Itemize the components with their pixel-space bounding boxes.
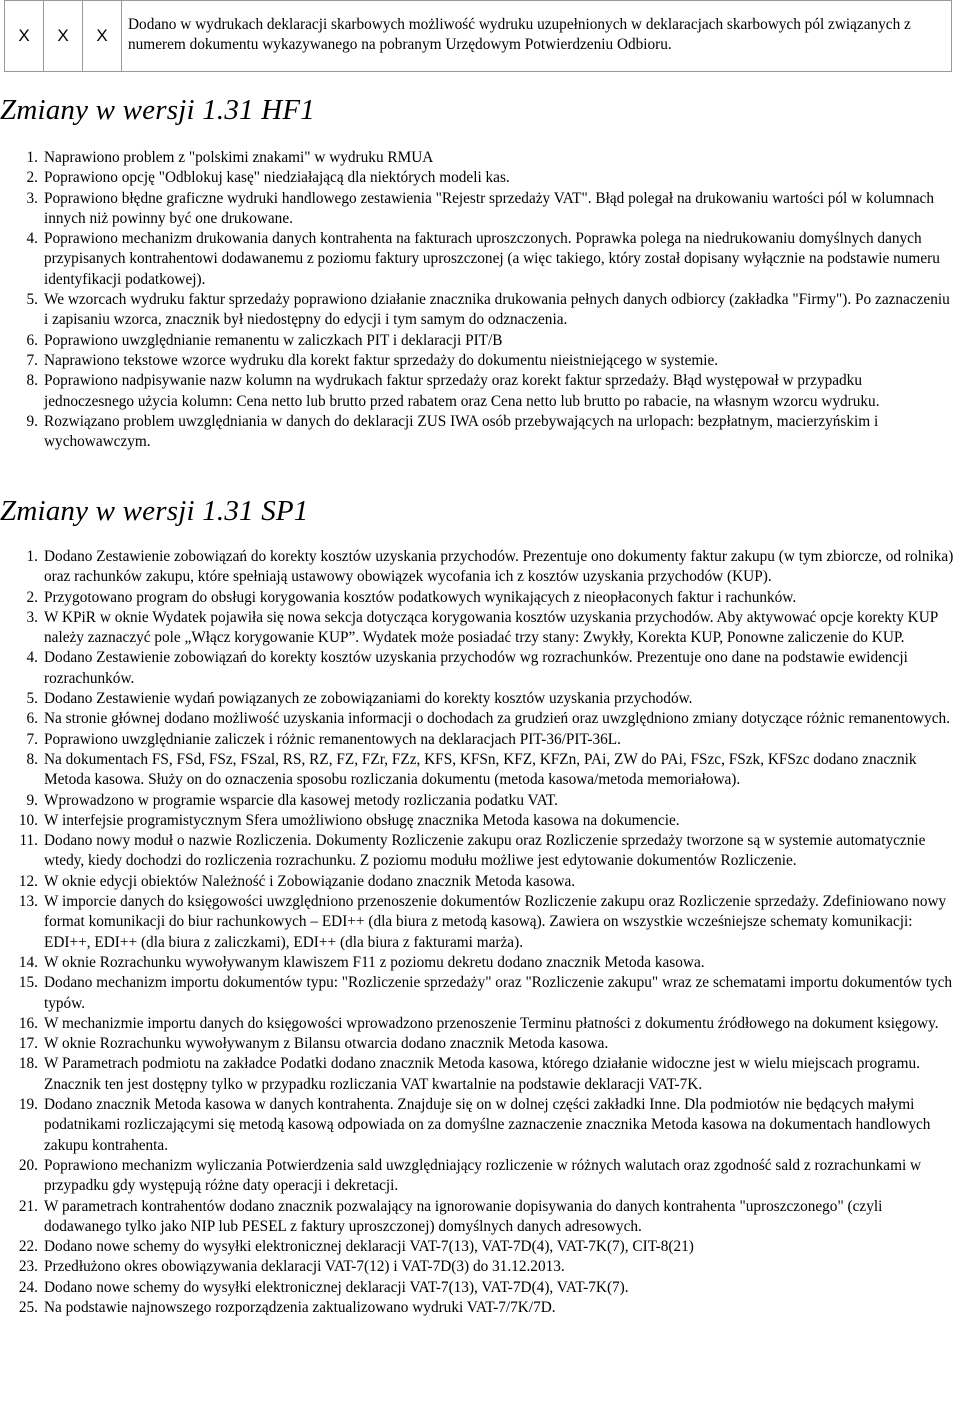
- list-item: [0, 648, 954, 689]
- list-item-number: 20.: [18, 1156, 38, 1174]
- list-item: [0, 229, 952, 290]
- list-item-number: 7.: [26, 730, 38, 748]
- list-item-text: Przygotowano program do obsługi korygowania kosztów podatkowych wynikających z nieopłaconych faktur i rachunków.: [44, 588, 797, 606]
- list-item-number: 12.: [18, 872, 38, 890]
- list-item: [0, 189, 952, 230]
- list-item-number: 13.: [18, 893, 38, 911]
- list-item: [0, 973, 954, 1014]
- changes-table: [4, 0, 952, 72]
- list-item-number: 5.: [26, 690, 38, 708]
- list-item-text: Poprawiono błędne graficzne wydruki handlowego zestawienia "Rejestr sprzedaży VAT". Błąd polegał na drukowaniu wartości pól w kolumnach innych niż powinny być one drukowane.: [44, 189, 934, 227]
- list-item-text: Poprawiono uwzględnianie remanentu w zaliczkach PIT i deklaracji PIT/B: [44, 331, 503, 349]
- list-item: [0, 1237, 954, 1257]
- list-item-text: Dodano Zestawienie zobowiązań do korekty kosztów uzyskania przychodów. Prezentuje ono dokumenty faktur zakupu (w tym zbiorcze, od rolnika) oraz rachunków zakupu, które spełniają ustawowy obowiązek wycofania ich z kosztów uzyskania przychodów (KUP).: [44, 548, 954, 586]
- list-item-number: 6.: [26, 331, 38, 349]
- list-item-text: Poprawiono mechanizm wyliczania Potwierdzenia sald uwzględniający rozliczenie w różnych walutach oraz zgodność sald z rozrachunkami w przypadku gdy występują różne daty operacji i dekretacji.: [44, 1156, 922, 1195]
- list-item-number: 8.: [26, 750, 38, 768]
- list-item: [0, 168, 952, 188]
- list-item: [0, 351, 952, 371]
- list-item-number: 19.: [18, 1096, 38, 1114]
- list-item-text: Wprowadzono w programie wsparcie dla kasowej metody rozliczania podatku VAT.: [44, 791, 558, 809]
- list-item: [0, 412, 952, 453]
- list-item: [0, 730, 954, 750]
- list-item-number: 21.: [18, 1197, 38, 1215]
- list-item: [0, 791, 954, 811]
- list-item-text: Dodano znacznik Metoda kasowa w danych kontrahenta. Znajduje się on w dolnej części zakładki Inne. Dla podmiotów nie będących małymi podatnikami rozliczającymi się metodą kasową odpowiada on za domyślne zaznaczenie znacznika Metoda kasowa na dokumentach handlowych zakupu kontrahenta.: [44, 1096, 931, 1154]
- list-item: [0, 831, 954, 872]
- list-item-text: W mechanizmie importu danych do księgowości wprowadzono przenoszenie Terminu płatności z dokumentu źródłowego na dokument księgowy.: [44, 1014, 939, 1032]
- list-item-number: 23.: [18, 1258, 38, 1276]
- list-item-number: 18.: [18, 1055, 38, 1073]
- list-item-text: W Parametrach podmiotu na zakładce Podatki dodano znacznik Metoda kasowa, którego działanie widoczne jest w wielu miejscach programu. Znacznik ten jest dostępny tylko w przypadku rozliczania VAT kwartalnie na podstawie deklaracji VAT-7K.: [44, 1055, 921, 1093]
- list-item-text: Przedłużono okres obowiązywania deklaracji VAT-7(12) i VAT-7D(3) do 31.12.2013.: [44, 1258, 565, 1276]
- list-item: [0, 1257, 954, 1277]
- section-heading-sp1: Zmiany w wersji 1.31 SP1: [0, 495, 309, 527]
- list-item-text: Na podstawie najnowszego rozporządzenia zaktualizowano wydruki VAT-7/7K/7D.: [44, 1298, 556, 1316]
- list-item-number: 2.: [26, 169, 38, 187]
- list-item-number: 25.: [18, 1298, 38, 1316]
- list-item: [0, 709, 954, 729]
- list-item-number: 17.: [18, 1035, 38, 1053]
- list-item-number: 3.: [26, 608, 38, 626]
- list-item-text: Dodano Zestawienie wydań powiązanych ze zobowiązaniami do korekty kosztów uzyskania przychodów.: [44, 690, 693, 708]
- list-item-number: 11.: [19, 832, 38, 850]
- list-item: [0, 1054, 954, 1095]
- list-item: [0, 588, 954, 608]
- list-item-text: W KPiR w oknie Wydatek pojawiła się nowa sekcja dotycząca korygowania kosztów uzyskania przychodów. Aby aktywować opcje korekty KUP należy zaznaczyć pole „Włącz korygowanie KUP”. Wydatek może posiadać trzy stany: Zwykły, Korekta KUP, Ponowne zaliczenie do KUP.: [44, 608, 938, 647]
- list-item-number: 24.: [18, 1278, 38, 1296]
- list-item: [0, 1014, 954, 1034]
- list-item-text: Na dokumentach FS, FSd, FSz, FSzal, RS, RZ, FZ, FZr, FZz, KFS, KFSn, KFZ, KFZn, PAi, ZW do PAi, FSzc, FSzk, KFSzc dodano znacznik Metoda kasowa. Służy on do oznaczenia sposobu rozliczania dokumentu (metoda kasowa/metoda memoriałowa).: [44, 750, 917, 789]
- x-mark-cell: X: [83, 1, 122, 72]
- list-item-text: Dodano Zestawienie zobowiązań do korekty kosztów uzyskania przychodów wg rozrachunków. Prezentuje ono dane na podstawie ewidencji rozrachunków.: [44, 649, 908, 687]
- list-item: [0, 892, 954, 953]
- list-item-text: W oknie Rozrachunku wywoływanym z Bilansu otwarcia dodano znacznik Metoda kasowa.: [44, 1035, 609, 1053]
- table-row: [5, 1, 952, 72]
- list-item-text: W interfejsie programistycznym Sfera umożliwiono obsługę znacznika Metoda kasowa na dokumencie.: [44, 811, 680, 829]
- list-item-text: W oknie Rozrachunku wywoływanym klawiszem F11 z poziomu dekretu dodano znacznik Metoda kasowa.: [44, 953, 705, 971]
- list-item: [0, 953, 954, 973]
- list-item: [0, 1278, 954, 1298]
- list-item-text: W oknie edycji obiektów Należność i Zobowiązanie dodano znacznik Metoda kasowa.: [44, 872, 576, 890]
- list-item-number: 14.: [18, 953, 38, 971]
- list-item-number: 8.: [26, 372, 38, 390]
- list-item: [0, 1197, 954, 1238]
- list-item: [0, 1095, 954, 1156]
- list-item-number: 9.: [26, 412, 38, 430]
- list-item: [0, 608, 954, 649]
- list-item: [0, 872, 954, 892]
- list-item: [0, 290, 952, 331]
- list-item-text: Poprawiono opcję "Odblokuj kasę" niedziałającą dla niektórych modeli kas.: [44, 169, 510, 187]
- list-item-number: 4.: [26, 230, 38, 248]
- list-item: [0, 371, 952, 412]
- list-item-number: 10.: [18, 811, 38, 829]
- list-item-number: 6.: [26, 710, 38, 728]
- list-item: [0, 689, 954, 709]
- list-item-number: 1.: [26, 149, 38, 166]
- list-item-number: 1.: [26, 548, 38, 565]
- list-item-number: 4.: [26, 649, 38, 667]
- list-item-number: 22.: [18, 1238, 38, 1256]
- list-item-text: Na stronie głównej dodano możliwość uzyskania informacji o dochodach za grudzień oraz uwzględniono zmiany dotyczące różnic remanentowych.: [44, 710, 951, 728]
- list-item: [0, 1034, 954, 1054]
- list-item-number: 7.: [26, 351, 38, 369]
- x-mark-cell: X: [5, 1, 44, 72]
- list-item-text: Poprawiono uwzględnianie zaliczek i różnic remanentowych na deklaracjach PIT-36/PIT-36L.: [44, 730, 621, 748]
- list-item: [0, 331, 952, 351]
- changes-list-hf1: [0, 148, 952, 452]
- list-item-text: Poprawiono mechanizm drukowania danych kontrahenta na fakturach uproszczonych. Poprawka polega na niedrukowaniu domyślnych danych przypisanych kontrahentowi dodawanemu z poziomu faktury uproszczonej (a więc takiego, który został dopisany wyłącznie na podstawie numeru identyfikacji podatkowej).: [44, 230, 940, 288]
- list-item-number: 9.: [26, 791, 38, 809]
- list-item-text: W imporcie danych do księgowości uwzględniono przenoszenie dokumentów Rozliczenie zakupu oraz Rozliczenie sprzedaży. Zdefiniowano nowy format komunikacji do biur rachunkowych – EDI++ (dla biura z metodą kasową). Zawiera on wszystkie wcześniejsze schematy komunikacji: EDI++, EDI++ (dla biura z zaliczkami), EDI++ (dla biura z fakturami marża).: [44, 893, 947, 951]
- list-item-text: We wzorcach wydruku faktur sprzedaży poprawiono działanie znacznika drukowania pełnych danych odbiorcy (zakładka "Firmy"). Po zaznaczeniu i zapisaniu wzorca, znacznik był niedostępny do edycji i tym samym do odznaczenia.: [44, 291, 950, 329]
- list-item: [0, 1156, 954, 1197]
- list-item: [0, 148, 952, 168]
- list-item: [0, 750, 954, 791]
- x-mark-cell: X: [44, 1, 83, 72]
- list-item-text: Dodano nowe schemy do wysyłki elektronicznej deklaracji VAT-7(13), VAT-7D(4), VAT-7K(7), CIT-8(21): [44, 1238, 694, 1256]
- list-item: [0, 811, 954, 831]
- list-item-number: 15.: [18, 974, 38, 992]
- changes-list-sp1: [0, 547, 954, 1318]
- list-item-text: Rozwiązano problem uwzględniania w danych do deklaracji ZUS IWA osób przebywających na urlopach: bezpłatnym, macierzyńskim i wychowawczym.: [44, 412, 879, 451]
- list-item-text: Poprawiono nadpisywanie nazw kolumn na wydrukach faktur sprzedaży oraz korekt faktur sprzedaży. Błąd występował w przypadku jednoczesnego użycia kolumn: Cena netto lub brutto przed rabatem oraz Cena netto lub brutto po rabacie, na własnym wzorcu wydruku.: [44, 372, 880, 410]
- list-item-number: 2.: [26, 588, 38, 606]
- list-item-text: Dodano nowy moduł o nazwie Rozliczenia. Dokumenty Rozliczenie zakupu oraz Rozliczenie sprzedaży tworzone są w systemie automatycznie wtedy, kiedy dochodzi do rozliczenia rozrachunku. Z poziomu modułu możliwe jest edytowanie dokumentów Rozliczenie.: [44, 832, 926, 870]
- list-item: [0, 1298, 954, 1318]
- list-item-number: 3.: [26, 189, 38, 207]
- change-description-cell: Dodano w wydrukach deklaracji skarbowych możliwość wydruku uzupełnionych w deklaracjach skarbowych pól związanych z numerem dokumentu wykazywanego na pobranym Urzędowym Potwierdzeniu Odbioru.: [122, 1, 952, 72]
- list-item-number: 16.: [18, 1014, 38, 1032]
- list-item-text: Naprawiono problem z "polskimi znakami" w wydruku RMUA: [44, 149, 434, 166]
- list-item-number: 5.: [26, 291, 38, 309]
- list-item-text: W parametrach kontrahentów dodano znacznik pozwalający na ignorowanie dopisywania do danych kontrahenta "uproszczonego" (czyli dodawanego tylko jako NIP lub PESEL z faktury uproszczonej) domyślnych danych adresowych.: [44, 1197, 883, 1235]
- list-item: [0, 547, 954, 588]
- section-heading-hf1: Zmiany w wersji 1.31 HF1: [0, 94, 315, 126]
- list-item-text: Naprawiono tekstowe wzorce wydruku dla korekt faktur sprzedaży do dokumentu nieistniejącego w systemie.: [44, 351, 719, 369]
- list-item-text: Dodano nowe schemy do wysyłki elektronicznej deklaracji VAT-7(13), VAT-7D(4), VAT-7K(7).: [44, 1278, 629, 1296]
- list-item-text: Dodano mechanizm importu dokumentów typu: "Rozliczenie sprzedaży" oraz "Rozliczenie zakupu" wraz ze schematami importu dokumentów tych typów.: [44, 974, 953, 1012]
